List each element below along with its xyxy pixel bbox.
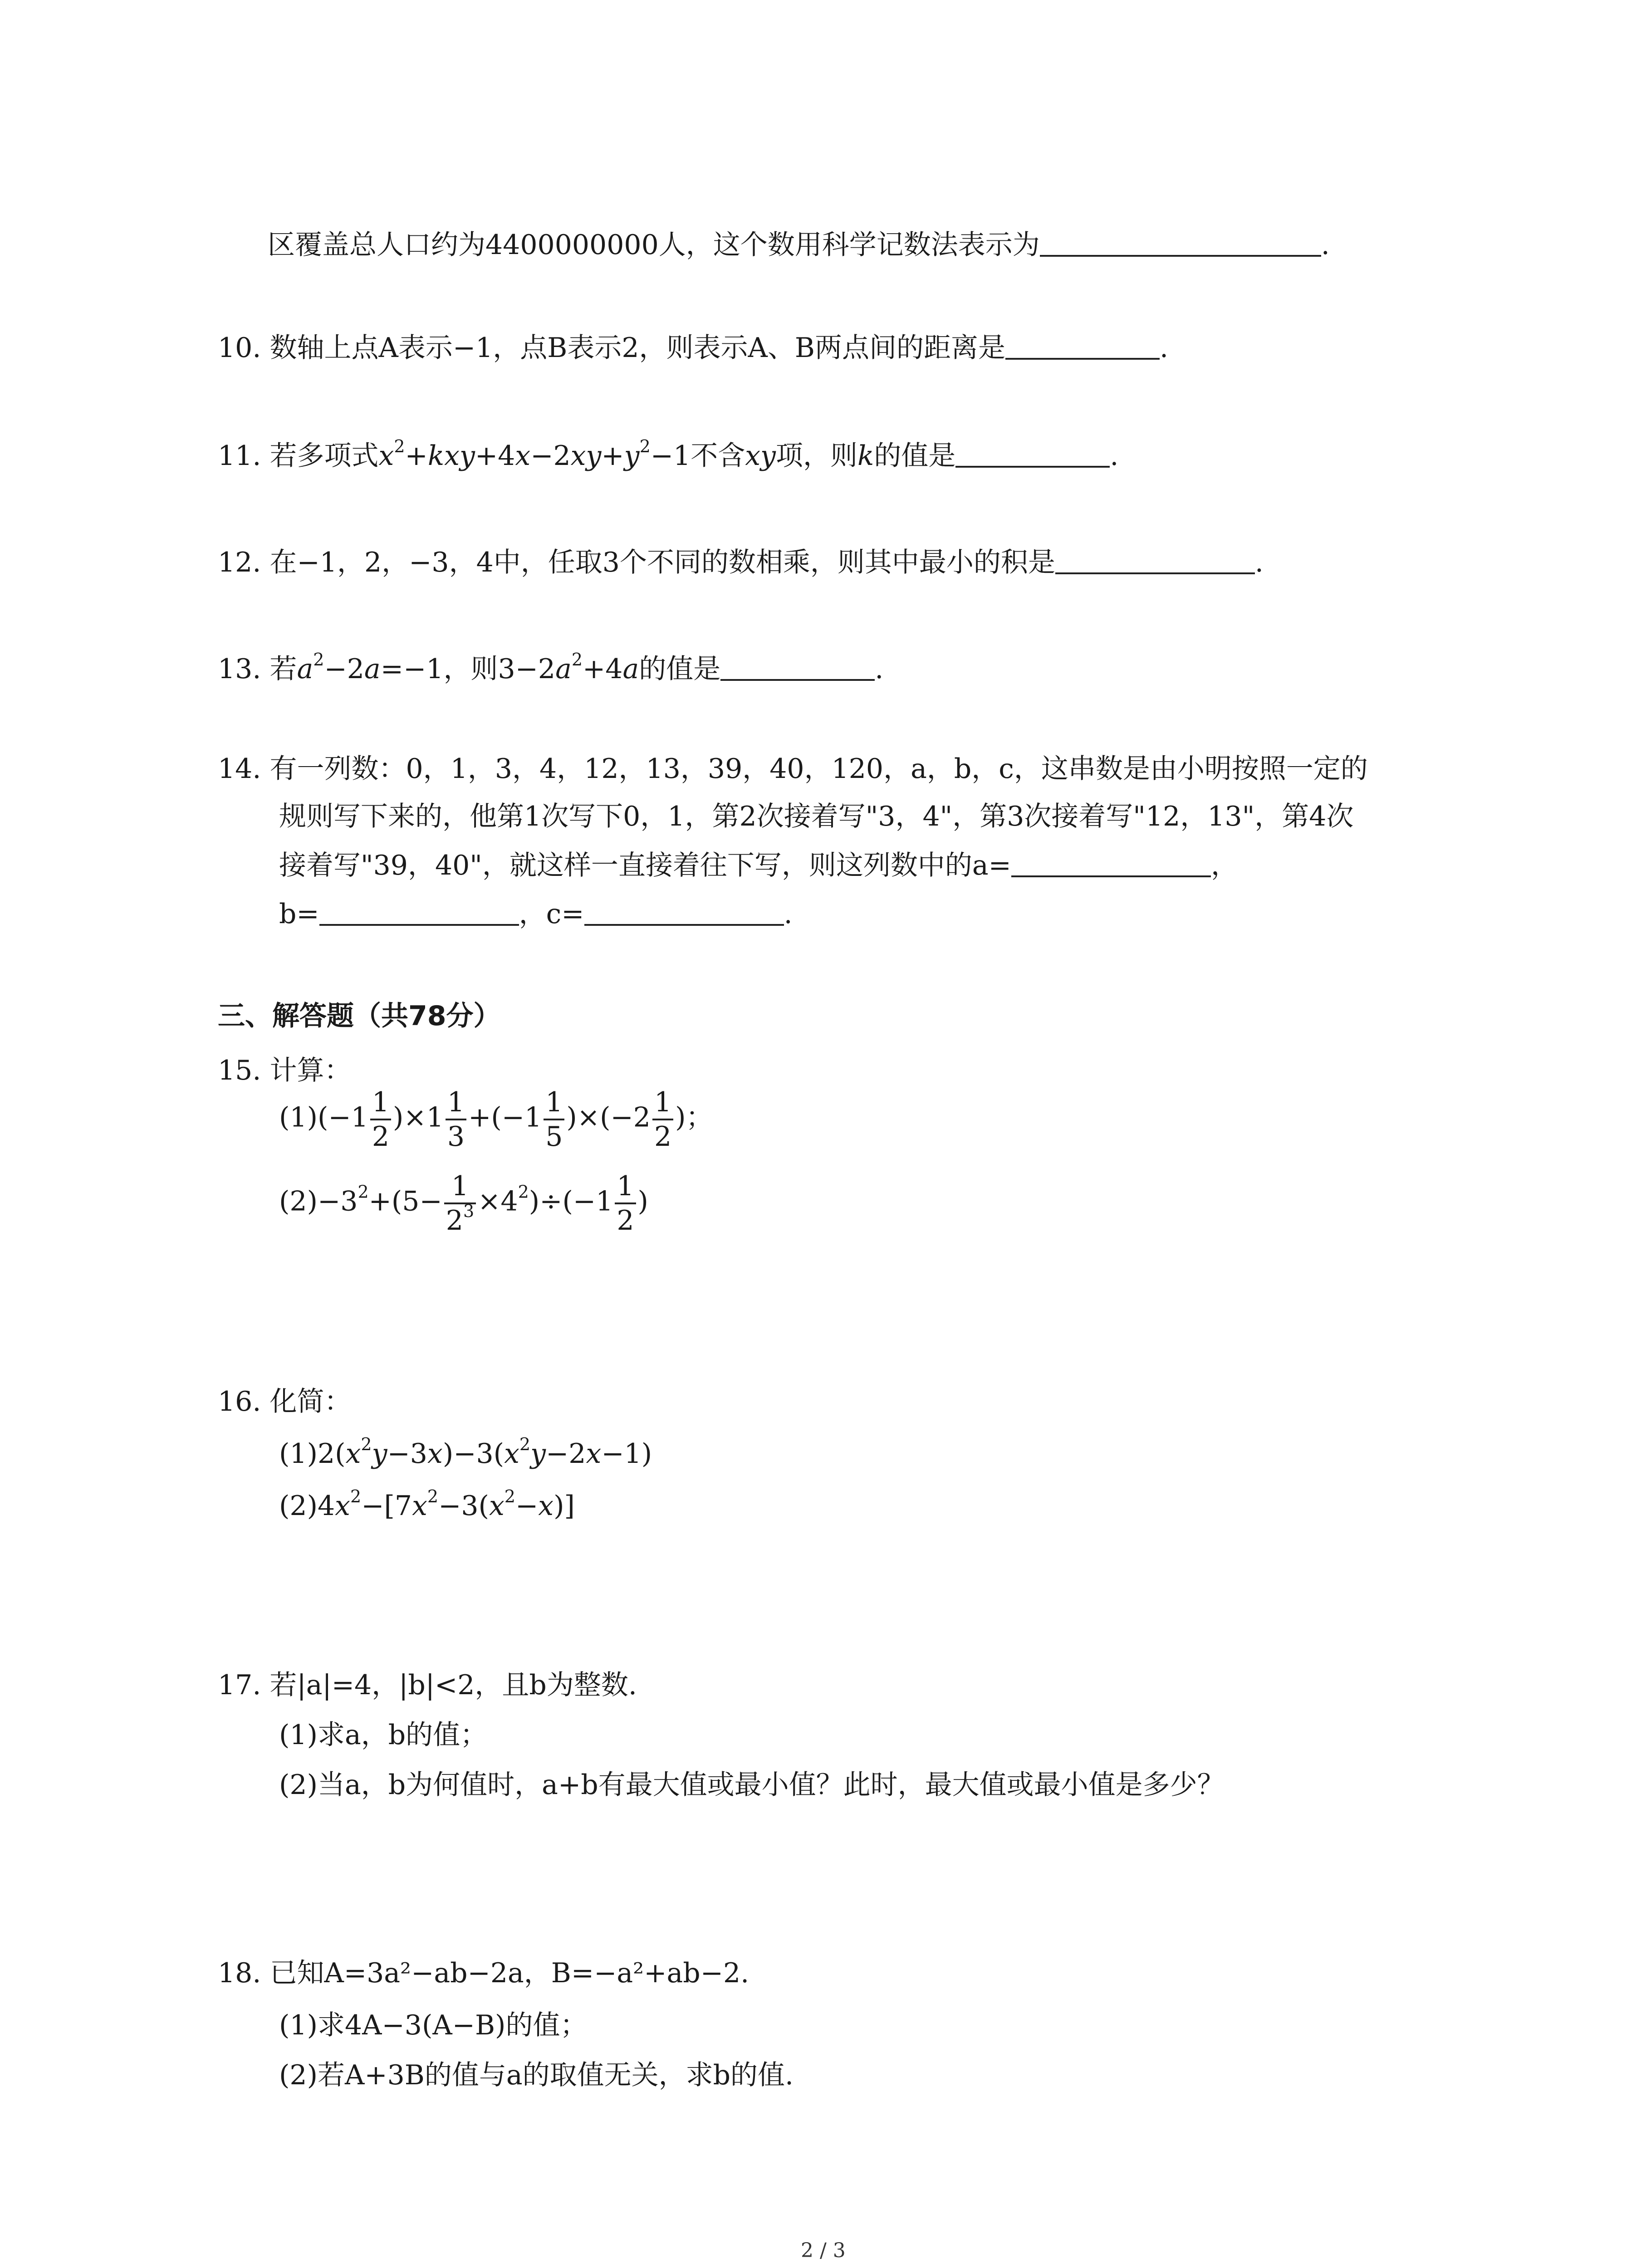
q18-part-2: (2)若A+3B的值与a的取值无关，求b的值.	[279, 2059, 794, 2091]
q12-answer-blank[interactable]	[1055, 554, 1255, 574]
section-3-heading: 三、解答题（共78分）	[218, 1000, 501, 1032]
q15-part-2: $(2)-3^2+(5-$ $\frac{1}{2^3}$ $\times 4^2)\div(-1$ $\frac{1}{2}$ )	[279, 1170, 648, 1237]
question-13: 13. 若$a^2-2a=-1$，则$3-2a^2+4a$的值是 .	[218, 650, 884, 685]
q18-number: 18.	[218, 1957, 261, 1989]
q14-blank-a[interactable]	[1011, 857, 1211, 877]
question-16	[218, 1386, 352, 1418]
question-14-line-1: 14. 有一列数：0，1，3，4，12，13，39，40，120，a，b，c，这串数是由小明按照一定的	[218, 753, 1368, 785]
q9-text: 区覆盖总人口约为4400000000人，这个数用科学记数法表示为	[268, 229, 1040, 261]
page-number: 2 / 3	[801, 2239, 846, 2262]
q12-number: 12.	[218, 547, 261, 578]
fraction: $\frac{1}{3}$	[446, 1089, 466, 1150]
q16-title: 化简：	[269, 1386, 352, 1418]
q14-blank-b[interactable]	[319, 906, 519, 926]
question-15	[218, 1057, 352, 1084]
q17-number: 17.	[218, 1669, 261, 1701]
q11-answer-blank[interactable]	[955, 448, 1110, 468]
q11-polynomial: $x^2+kxy+4x-2xy+y^2-1$	[378, 436, 691, 472]
fraction: $\frac{1}{2^3}$	[444, 1173, 476, 1234]
question-17	[218, 1669, 637, 1701]
question-10: 10. 数轴上点A表示−1，点B表示2，则表示A、B两点间的距离是 .	[218, 332, 1169, 364]
question-12: 12. 在−1，2，−3，4中，任取3个不同的数相乘，则其中最小的积是 .	[218, 547, 1264, 578]
q12-text: 在−1，2，−3，4中，任取3个不同的数相乘，则其中最小的积是	[269, 547, 1055, 578]
q18-part-1: (1)求4A−3(A−B)的值；	[279, 2009, 588, 2041]
q9-continuation: 区覆盖总人口约为4400000000人，这个数用科学记数法表示为 .	[268, 229, 1330, 261]
question-11: 11. 若多项式$x^2+kxy+4x-2xy+y^2-1$不含xy项，则k的值是 .	[218, 436, 1119, 472]
question-14-line-4: b= ，c= .	[279, 898, 793, 930]
question-14-line-2: 规则写下来的，他第1次写下0，1，第2次接着写"3，4"，第3次接着写"12，13"，第4次	[279, 801, 1354, 832]
q15-number: 15.	[218, 1055, 261, 1086]
q18-title: 已知A=3a²−ab−2a，B=−a²+ab−2.	[269, 1957, 749, 1989]
q17-title: 若|a|=4，|b|<2，且b为整数.	[269, 1669, 637, 1701]
q13-number: 13.	[218, 653, 261, 685]
q16-number: 16.	[218, 1386, 261, 1418]
q17-part-1: (1)求a，b的值；	[279, 1719, 488, 1751]
question-18	[218, 1957, 749, 1989]
q17-part-2: (2)当a，b为何值时，a+b有最大值或最小值？此时，最大值或最小值是多少？	[279, 1769, 1225, 1801]
q16-part-1: $(1)2(x^2y-3x)-3(x^2y-2x-1)$	[279, 1434, 652, 1470]
q9-answer-blank[interactable]	[1040, 237, 1321, 257]
fraction: $\frac{1}{5}$	[544, 1089, 564, 1150]
q14-number: 14.	[218, 753, 261, 785]
q13-condition: $a^2-2a=-1$	[297, 650, 444, 685]
q16-part-2: $(2)4x^2-[7x^2-3(x^2-x)]$	[279, 1486, 575, 1522]
q15-title: 计算：	[269, 1055, 352, 1086]
question-14-line-3: 接着写"39，40"，就这样一直接着往下写，则这列数中的a= ，	[279, 850, 1238, 881]
q10-answer-blank[interactable]	[1005, 340, 1160, 360]
q14-blank-c[interactable]	[584, 906, 784, 926]
q10-number: 10.	[218, 332, 261, 364]
fraction: $\frac{1}{2}$	[370, 1089, 391, 1150]
q13-expression: $3-2a^2+4a$	[498, 650, 639, 685]
q11-number: 11.	[218, 440, 261, 472]
fraction: $\frac{1}{2}$	[615, 1173, 636, 1234]
q13-answer-blank[interactable]	[720, 661, 875, 681]
fraction: $\frac{1}{2}$	[652, 1089, 673, 1150]
q15-part-1: (1)(−1 $\frac{1}{2}$ )×1 $\frac{1}{3}$ +(−1 $\frac{1}{5}$ )×(−2 $\frac{1}{2}$ )；	[279, 1086, 713, 1153]
q10-text: 数轴上点A表示−1，点B表示2，则表示A、B两点间的距离是	[269, 332, 1005, 364]
